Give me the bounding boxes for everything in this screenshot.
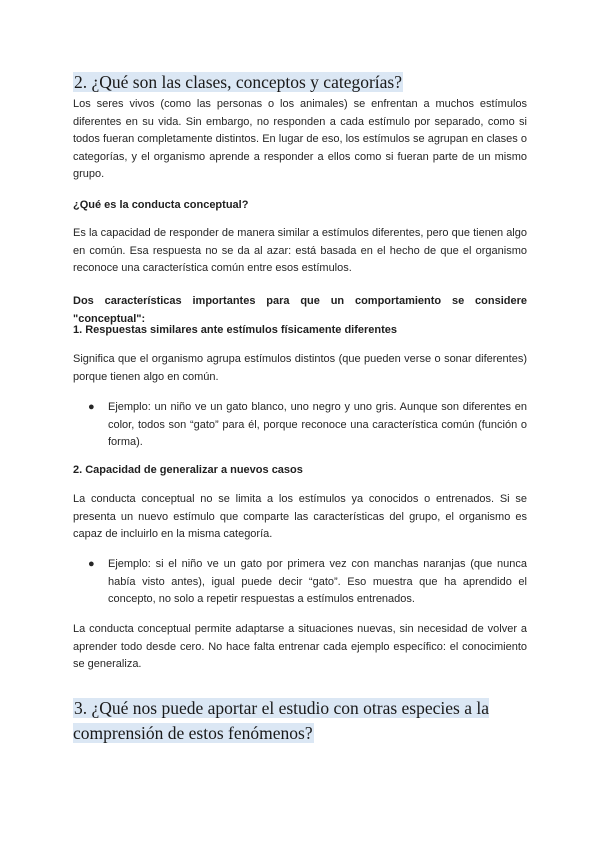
section-3-heading-text: 3. ¿Qué nos puede aportar el estudio con otras especies a la comprensión de estos fenómenos? [73, 698, 489, 743]
two-features-heading: Dos características importantes para que un comportamiento se considere "conceptual": [73, 295, 527, 325]
conduct-definition: Es la capacidad de responder de manera similar a estímulos diferentes, pero que tienen algo en común. Esa respuesta no se da al azar: está basada en el hecho de que el organismo reconoce una característica común entre esos estímulos. [73, 227, 527, 274]
feature-1-text: Significa que el organismo agrupa estímulos distintos (que pueden verse o sonar diferentes) porque tienen algo en común. [73, 353, 527, 383]
feature-2-example: Ejemplo: si el niño ve un gato por primera vez con manchas naranjas (que nunca había visto antes), igual puede decir “gato”. Eso muestra que ha aprendido el concepto, no solo a repetir respuestas a estímulos entrenados. [108, 558, 527, 605]
section-3-heading [73, 696, 533, 746]
intro-paragraph: Los seres vivos (como las personas o los animales) se enfrentan a muchos estímulos diferentes en su vida. Sin embargo, no responden a cada estímulo por separado, como si todos fueran completamente distintos. En lugar de eso, los estímulos se agrupan en clases o categorías, y el organismo aprende a responder a ellos como si fueran parte de un mismo grupo. [73, 98, 527, 180]
section-2-heading [73, 70, 403, 94]
bullet-icon: ● [88, 401, 95, 413]
section-2-heading-text: 2. ¿Qué son las clases, conceptos y categorías? [74, 72, 403, 92]
conclusion-paragraph: La conducta conceptual permite adaptarse a situaciones nuevas, sin necesidad de volver a aprender todo desde cero. No hace falta entrenar cada ejemplo específico: el conocimiento se generaliza. [73, 623, 527, 670]
feature-2-title: 2. Capacidad de generalizar a nuevos casos [73, 464, 303, 476]
conduct-question: ¿Qué es la conducta conceptual? [73, 199, 249, 211]
bullet-icon: ● [88, 558, 95, 570]
feature-1-example: Ejemplo: un niño ve un gato blanco, uno negro y uno gris. Aunque son diferentes en color, todos son “gato” para él, porque reconoce una característica común (función o forma). [108, 401, 527, 448]
feature-1-title: 1. Respuestas similares ante estímulos físicamente diferentes [73, 324, 398, 336]
feature-2-text: La conducta conceptual no se limita a los estímulos ya conocidos o entrenados. Si se presenta un nuevo estímulo que comparte las características del grupo, el organismo es capaz de incluirlo en la misma categoría. [73, 493, 527, 540]
